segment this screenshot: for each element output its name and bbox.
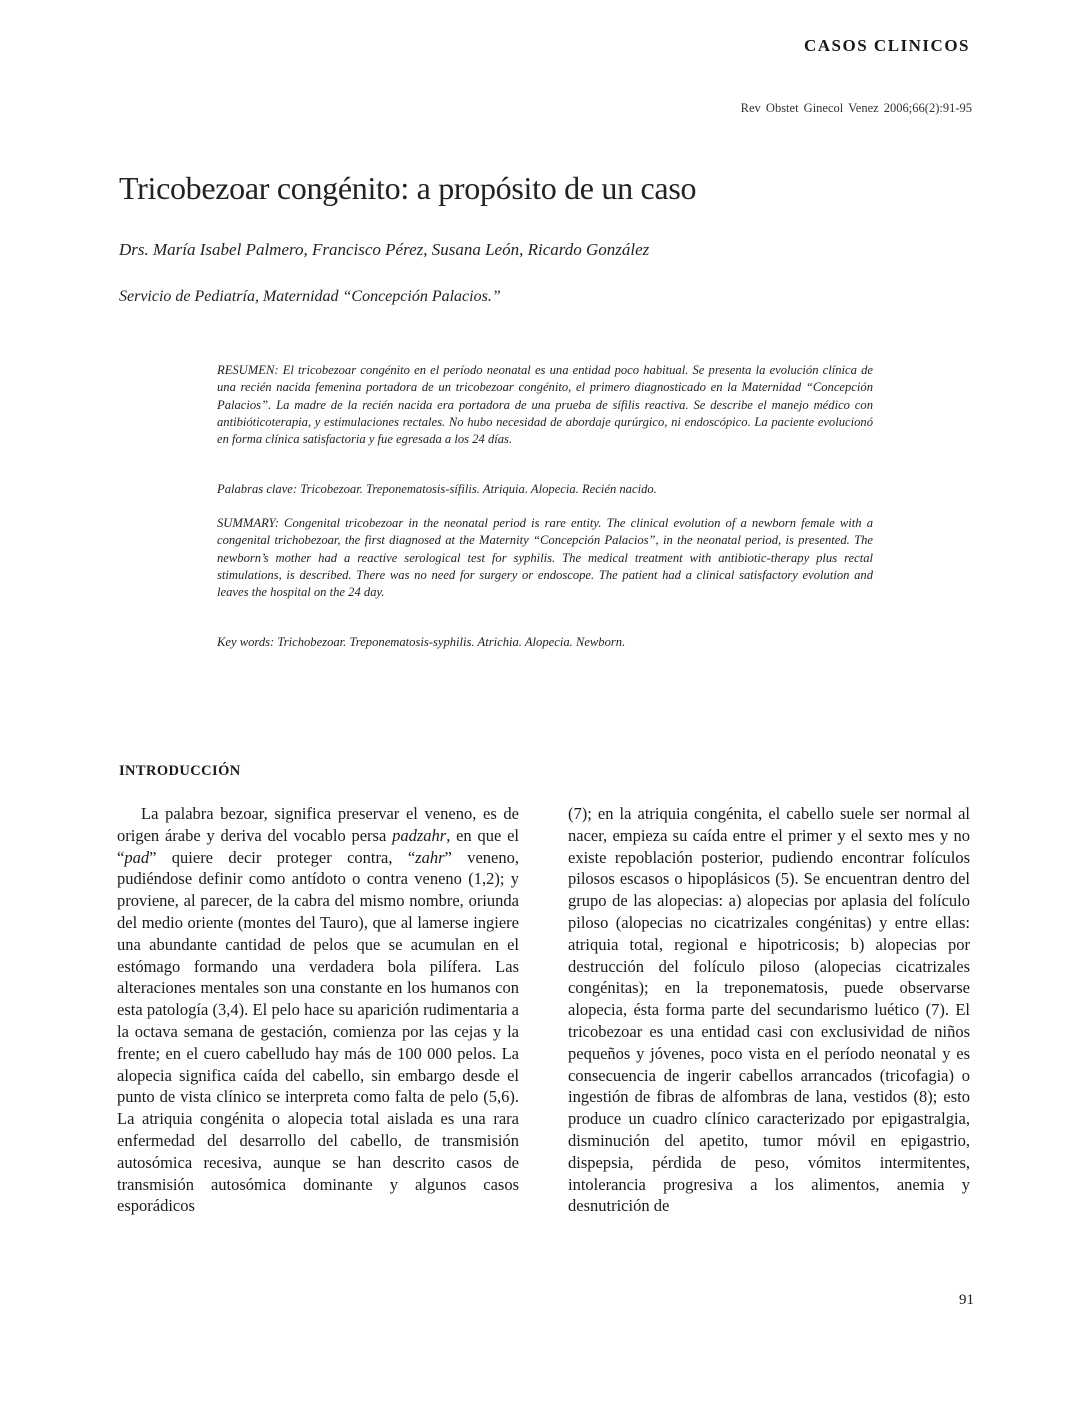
body-text: La palabra bezoar, significa preservar el veneno, es de origen árabe y deriva del vocablo persa <box>117 804 519 845</box>
palabras-clave: Palabras clave: Tricobezoar. Treponematosis-sífilis. Atriquia. Alopecia. Recién nacido. <box>217 482 657 496</box>
journal-citation: Rev Obstet Ginecol Venez 2006;66(2):91-95 <box>740 101 972 115</box>
authors: Drs. María Isabel Palmero, Francisco Pérez, Susana León, Ricardo González <box>119 240 650 259</box>
section-label: CASOS CLINICOS <box>803 36 970 55</box>
key-words: Key words: Trichobezoar. Treponematosis-syphilis. Atrichia. Alopecia. Newborn. <box>217 635 626 649</box>
term-pad: pad <box>124 847 150 867</box>
body-text: ” quiere decir proteger contra, “ <box>149 847 416 867</box>
abstract-summary: SUMMARY: Congenital tricobezoar in the neonatal period is rare entity. The clinical evolution of a newborn female with a congenital trichobezoar, the first diagnosed at the Maternity “Concepción Palacios”, in the neonatal period, is presented. The newborn’s mother had a reactive serological test for syphilis. The medical treatment with antibiotic-therapy plus rectal stimulations, is described. There was no need for surgery or endoscope. The patient had a clinical satisfactory evolution and leaves the hospital on the 24 day. <box>217 516 873 600</box>
term-zahr: zahr <box>415 847 445 867</box>
section-heading: INTRODUCCIÓN <box>119 763 241 779</box>
article-title: Tricobezoar congénito: a propósito de un caso <box>119 170 697 206</box>
body-column-right: (7); en la atriquia congénita, el cabello suele ser normal al nacer, empieza su caída entre el primer y el sexto mes y no existe repoblación posterior, pudiendo encontrar folículos pilosos escasos o hipoplásicos (5). Se encuentran dentro del grupo de las alopecias: a) alopecias por aplasia del folículo piloso (alopecias no cicatrizales congénitas) y entre ellas: atriquia total, regional e hipotricosis; b) alopecias por destrucción del folículo piloso (alopecias cicatrizales congénitas); en la treponematosis, puede observarse alopecia, ésta forma parte del secundarismo luético (7). El tricobezoar es una entidad casi con exclusividad de niños pequeños y jóvenes, poco vista en el período neonatal y es consecuencia de ingerir cabellos arrancados (tricofagia) o ingestión de fibras de alfombras de lana, vestidos (8); esto produce un cuadro clínico caracterizado por epigastralgia, disminución del apetito, tumor móvil en epigastrio, dispepsia, pérdida de peso, vómitos intermitentes, intolerancia progresiva a los alimentos, anemia y desnutrición de <box>568 804 970 1216</box>
abstract-resumen: RESUMEN: El tricobezoar congénito en el período neonatal es una entidad poco habitual. Se presenta la evolución clínica de una recién nacida femenina portadora de un tricobezoar congénito, el primero diagnosticado en la Maternidad “Concepción Palacios”. La madre de la recién nacida era portadora de una prueba de sífilis reactiva. Se describe el manejo médico con antibióticoterapia, y estimulaciones rectales. No hubo necesidad de abordaje qurúrgico, ni endoscópico. La paciente evolucionó en forma clínica satisfactoria y fue egresada a los 24 días. <box>217 363 873 447</box>
term-padzahr: padzahr <box>392 825 447 845</box>
page-number: 91 <box>959 1292 974 1308</box>
body-text: , en que el “ <box>117 825 519 867</box>
body-text: ” veneno, pudiéndose definir como antídoto o contra veneno (1,2); y proviene, al parecer, de la cabra del mismo nombre, oriunda del medio oriente (montes del Tauro), que al lamerse ingiere una abundante cantidad de pelos que se acumulan en el estómago formando una verdadera bola pilífera. Las alteraciones mentales son una constante en los humanos con esta patología (3,4). El pelo hace su aparición rudimentaria a la octava semana de gestación, comienza por las cejas y la frente; en el cuero cabelludo hay más de 100 000 pelos. La alopecia significa caída del cabello, sin embargo desde el punto de vista clínico se interpreta como falta de pelo (5,6). La atriquia congénita o alopecia total aislada es una rara enfermedad del desarrollo del cabello, de transmisión autosómica recesiva, aunque se han descrito casos de transmisión autosómica dominante y algunos casos esporádicos <box>117 847 519 1216</box>
affiliation: Servicio de Pediatría, Maternidad “Concepción Palacios.” <box>119 288 501 305</box>
body-column-left <box>117 803 519 1217</box>
